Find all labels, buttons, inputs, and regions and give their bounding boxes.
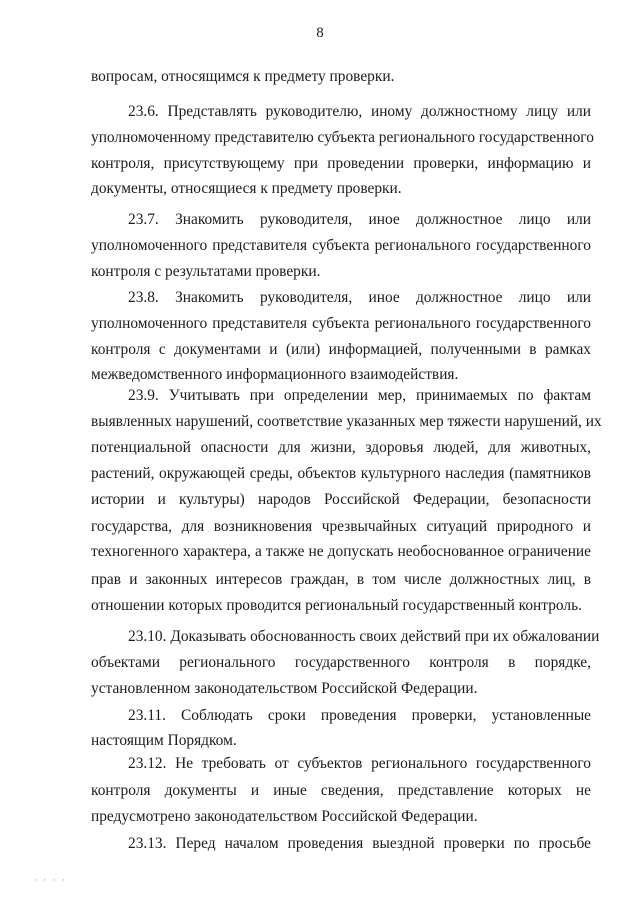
text-line: 23.11. Соблюдать сроки проведения проверки, установленные [128,707,591,724]
text-line: контроля с результатами проверки. [91,263,321,280]
text-line: контроля, присутствующему при проведении проверки, информацию и [91,155,591,172]
text-line: документы, относящиеся к предмету проверки. [91,180,402,197]
text-line: 23.13. Перед началом проведения выездной проверки по просьбе [128,835,591,852]
text-line: уполномоченного представителя субъекта регионального государственного [91,315,591,332]
text-line: 23.9. Учитывать при определении мер, принимаемых по фактам [128,387,591,404]
text-line: государства, для возникновения чрезвычайных ситуаций природного и [91,518,591,535]
text-line: потенциальной опасности для жизни, здоровья людей, для животных, [91,439,591,456]
text-line: вопросам, относящимся к предмету проверки. [91,68,395,85]
text-line: техногенного характера, а также не допускать необоснованное ограничение [91,543,591,560]
text-line: истории и культуры) народов Российской Федерации, безопасности [91,491,591,508]
text-line: 23.10. Доказывать обоснованность своих действий при их обжаловании [128,628,600,645]
text-line: контроля с документами и (или) информацией, полученными в рамках [91,341,591,358]
scan-artifact: · · · · [34,875,67,885]
text-line: установленном законодательством Российской Федерации. [91,680,478,697]
text-line: предусмотрено законодательством Российской Федерации. [91,808,478,825]
text-line: прав и законных интересов граждан, в том числе должностных лиц, в [91,571,591,588]
text-line: контроля документы и иные сведения, представление которых не [91,782,591,799]
text-line: 23.8. Знакомить руководителя, иное должностное лицо или [128,289,591,306]
text-line: 23.6. Представлять руководителю, иному должностному лицу или [128,103,591,120]
text-line: отношении которых проводится региональный государственный контроль. [91,597,582,614]
text-line: настоящим Порядком. [91,732,237,749]
page-number: 8 [316,25,324,41]
text-line: уполномоченного представителя субъекта регионального государственного [91,237,591,254]
text-line: уполномоченному представителю субъекта регионального государственного [91,129,594,146]
text-line: межведомственного информационного взаимодействия. [91,366,459,383]
text-line: выявленных нарушений, соответствие указанных мер тяжести нарушений, их [91,413,602,430]
text-line: 23.7. Знакомить руководителя, иное должностное лицо или [128,211,591,228]
text-line: 23.12. Не требовать от субъектов регионального государственного [128,755,591,772]
text-line: объектами регионального государственного контроля в порядке, [91,654,591,671]
text-line: растений, окружающей среды, объектов культурного наследия (памятников [91,465,591,482]
